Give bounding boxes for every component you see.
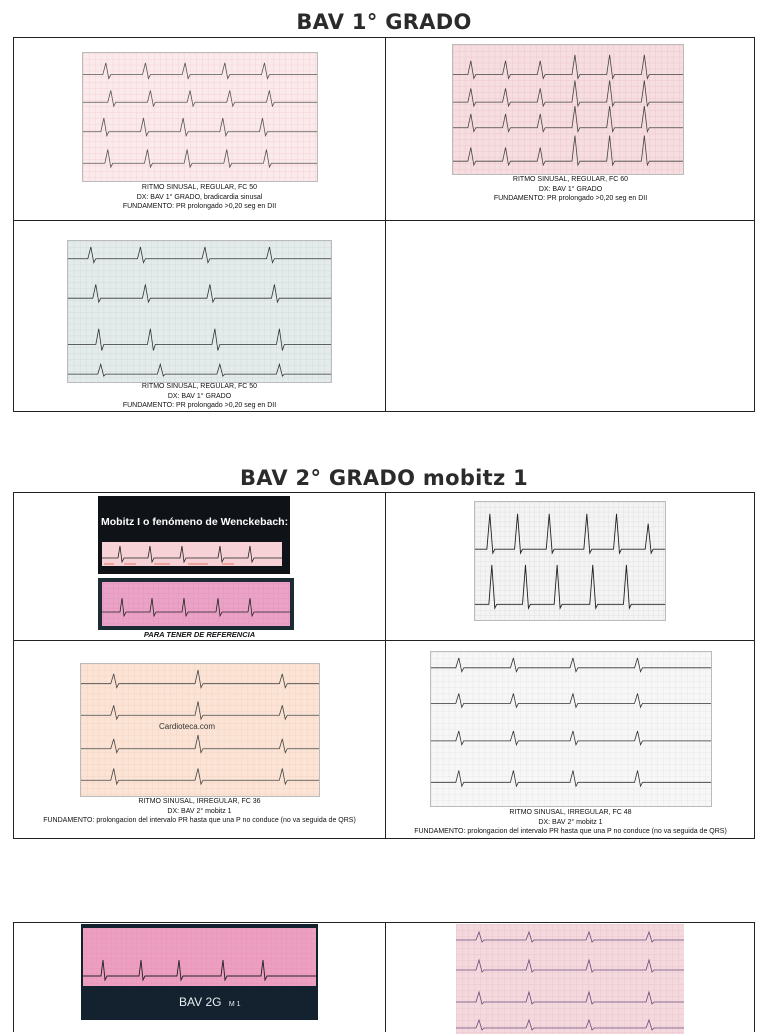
caption-fundamento: FUNDAMENTO: PR prolongado >0,20 seg en DII <box>493 195 648 202</box>
ecg-caption <box>14 183 385 212</box>
ecg-strip-image <box>430 651 712 807</box>
caption-fundamento: FUNDAMENTO: PR prolongado >0,20 seg en DII <box>122 203 277 210</box>
caption-fundamento: FUNDAMENTO: PR prolongado >0,20 seg en DII <box>122 402 277 409</box>
banner-label <box>179 995 240 1009</box>
table-cell <box>14 221 385 411</box>
caption-rhythm: RITMO SINUSAL, REGULAR, FC 50 <box>141 184 258 191</box>
ecg-strip-image <box>82 52 318 182</box>
section-title-bav2-mobitz1: BAV 2° GRADO mobitz 1 <box>239 466 529 490</box>
caption-rhythm: RITMO SINUSAL, REGULAR, FC 50 <box>141 383 258 390</box>
caption-rhythm: RITMO SINUSAL, REGULAR, FC 60 <box>512 176 629 183</box>
ecg-strip-image <box>452 44 684 175</box>
table-cell-empty <box>386 221 755 411</box>
ecg-caption <box>386 175 755 204</box>
ecg-trace <box>83 53 317 181</box>
table-bav1 <box>13 37 755 412</box>
wenckebach-strip <box>98 540 290 572</box>
ecg-trace <box>68 241 331 382</box>
reference-diagram-image <box>98 496 290 574</box>
banner-subtitle: M 1 <box>228 1001 241 1008</box>
caption-dx: DX: BAV 1° GRADO <box>167 392 232 400</box>
bav2g-banner-image <box>81 924 318 1020</box>
caption-dx: DX: BAV 1° GRADO, bradicardia sinusal <box>136 193 263 201</box>
ecg-trace <box>456 924 684 1034</box>
table-cell <box>386 923 755 1033</box>
watermark: Cardioteca.com <box>159 722 216 731</box>
caption-rhythm: RITMO SINUSAL, IRREGULAR, FC 48 <box>509 809 632 816</box>
caption-dx: DX: BAV 1° GRADO <box>538 185 603 193</box>
caption-rhythm: RITMO SINUSAL, IRREGULAR, FC 36 <box>138 798 261 805</box>
section-title-bav1: BAV 1° GRADO <box>296 10 472 34</box>
table-cell <box>14 923 385 1033</box>
table-cell <box>386 641 755 838</box>
ecg-caption <box>14 382 385 411</box>
caption-fundamento: FUNDAMENTO: prolongacion del intervalo PR hasta que una P no conduce (no va seguida de QRS) <box>43 817 356 824</box>
table-bav2 <box>13 492 755 839</box>
table-cell <box>386 493 755 640</box>
reference-caption: PARA TENER DE REFERENCIA <box>143 630 256 639</box>
reference-ecg-trace <box>98 578 294 630</box>
table-bav2-continued <box>13 922 755 1032</box>
banner-title: BAV 2G <box>179 995 222 1009</box>
ecg-trace <box>453 45 683 174</box>
table-cell <box>14 641 385 838</box>
ecg-caption <box>14 797 385 826</box>
table-cell <box>14 493 385 640</box>
ecg-caption <box>386 808 755 837</box>
reference-heading: Mobitz I o fenómeno de Wenckebach: <box>101 516 289 528</box>
caption-dx: DX: BAV 2° mobitz 1 <box>538 818 603 826</box>
ecg-trace <box>431 652 711 806</box>
ecg-strip-image <box>456 924 684 1034</box>
ecg-strip-image <box>474 501 666 621</box>
table-cell <box>386 38 755 220</box>
reference-ecg-image <box>98 578 294 630</box>
ecg-trace <box>475 502 665 620</box>
caption-dx: DX: BAV 2° mobitz 1 <box>167 807 232 815</box>
table-cell <box>14 38 385 220</box>
ecg-strip-image <box>67 240 332 383</box>
banner-ecg-trace <box>81 928 318 990</box>
ecg-strip-image <box>80 663 320 797</box>
caption-fundamento: FUNDAMENTO: prolongacion del intervalo PR hasta que una P no conduce (no va seguida de QRS) <box>414 828 727 835</box>
